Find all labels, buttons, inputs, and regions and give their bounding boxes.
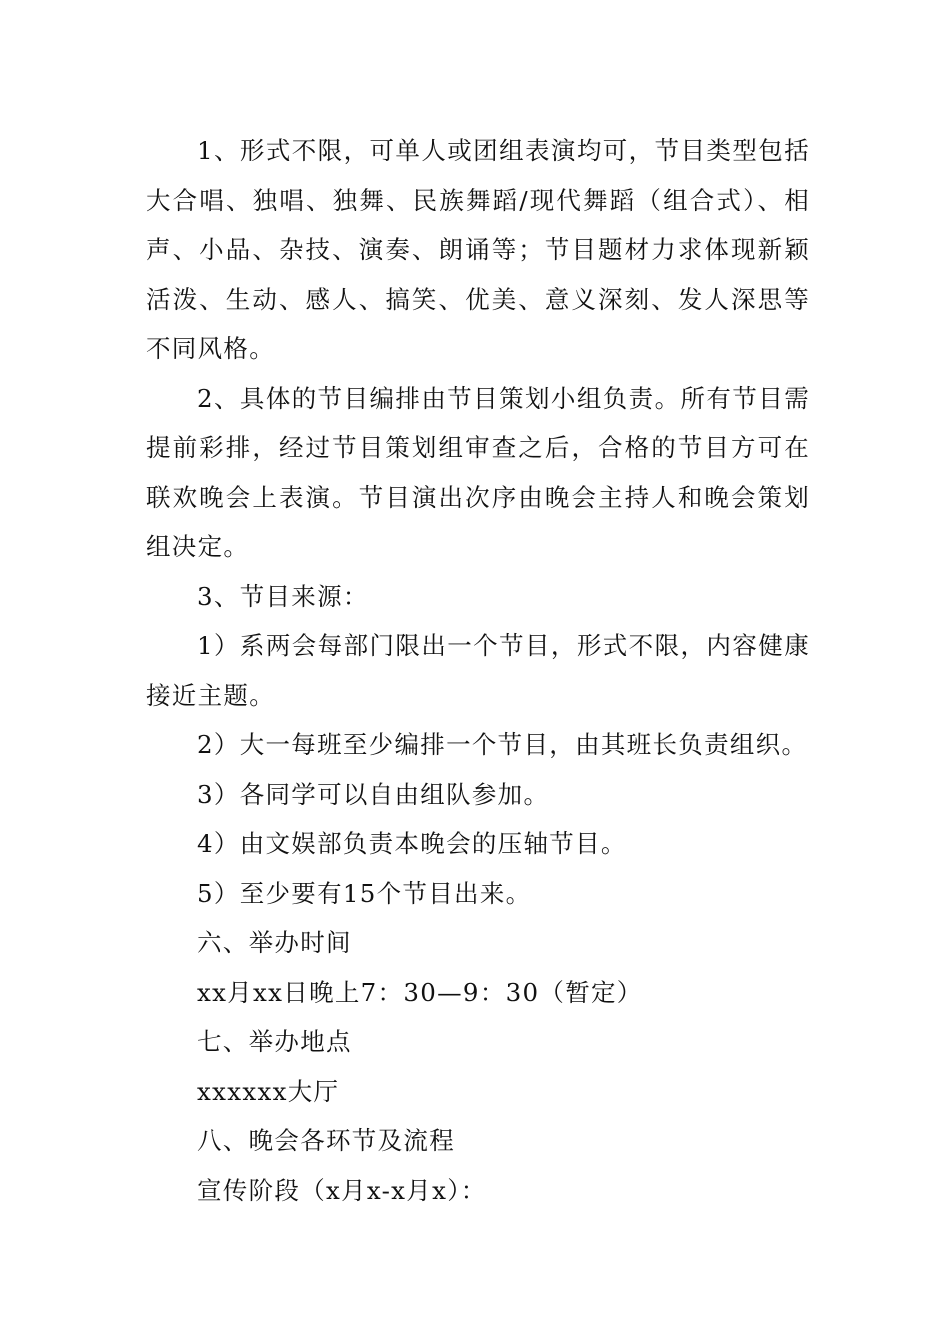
list-item-source-3: 3）各同学可以自由组队参加。: [197, 779, 550, 809]
list-item-source-2: 2）大一每班至少编排一个节目，由其班长负责组织。: [197, 730, 808, 759]
list-item-source-5: 5）至少要有15个节目出来。: [197, 878, 532, 908]
event-time-text: xx月xx日晚上7：30—9：30（暂定）: [197, 977, 643, 1007]
section-heading-time: 六、举办时间: [197, 928, 352, 957]
paragraph-program-forms: 1、形式不限，可单人或团组表演均可，节目类型包括大合唱、独唱、独舞、民族舞蹈/现代舞蹈（组合式）、相声、小品、杂技、演奏、朗诵等；节目题材力求体现新颖活泼、生动、感人、搞笑、优美、意义深刻、发人深思等不同风格。: [146, 136, 810, 363]
event-location-text: xxxxxx大厅: [197, 1076, 340, 1106]
list-item-source-4: 4）由文娱部负责本晚会的压轴节目。: [197, 829, 627, 858]
section-heading-process: 八、晚会各环节及流程: [197, 1126, 455, 1155]
paragraph-program-source-heading: 3、节目来源：: [197, 581, 369, 611]
paragraph-program-arrangement: 2、具体的节目编排由节目策划小组负责。所有节目需提前彩排，经过节目策划组审查之后，合格的节目方可在联欢晚会上表演。节目演出次序由晚会主持人和晚会策划组决定。: [146, 383, 810, 561]
list-item-source-1: 1）系两会每部门限出一个节目，形式不限，内容健康接近主题。: [146, 631, 810, 710]
section-heading-location: 七、举办地点: [197, 1027, 352, 1056]
document-body: [146, 126, 810, 1215]
publicity-stage-text: 宣传阶段（x月x-x月x）：: [197, 1175, 487, 1205]
